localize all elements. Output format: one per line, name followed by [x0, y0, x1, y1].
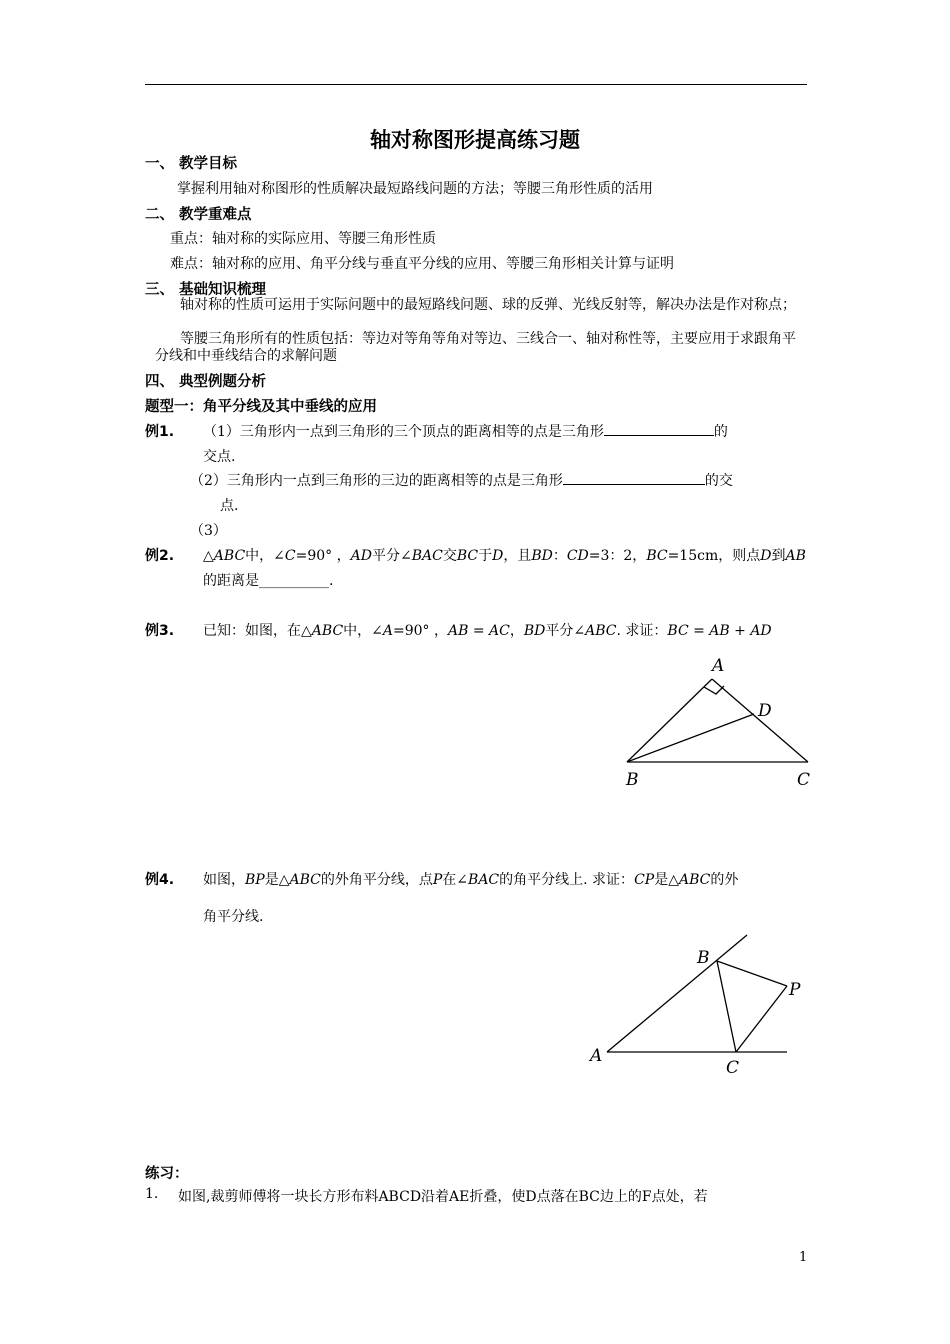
figure-2-label-b: B — [697, 948, 710, 968]
segment-cp — [736, 986, 787, 1052]
figure-1-label-d: D — [758, 701, 772, 721]
example-3-label: 例3. — [145, 623, 175, 639]
example-4-line-2: 角平分线. — [203, 909, 264, 925]
example-3-text: 已知：如图，在△ABC中，∠A=90° ，AB = AC，BD平分∠ABC. 求证：BC = AB + AD — [203, 623, 772, 639]
segment-bp — [717, 961, 787, 986]
figure-2-label-c: C — [726, 1058, 740, 1078]
figure-1 — [627, 679, 808, 762]
practice-heading: 练习： — [145, 1166, 189, 1182]
section-1-text: 掌握利用轴对称图形的性质解决最短路线问题的方法；等腰三角形性质的活用 — [177, 181, 653, 197]
section-3-heading: 三、 基础知识梳理 — [145, 282, 267, 298]
example-1-q2-cont: 点. — [220, 498, 239, 514]
practice-item-1-number: 1. — [145, 1186, 159, 1202]
figure-2-label-a: A — [590, 1046, 603, 1066]
section-3-paragraph-2: 等腰三角形所有的性质包括：等边对等角等角对等边、三线合一、轴对称性等，主要应用于求跟角平分线和中垂线结合的求解问题 — [155, 331, 796, 364]
section-4-heading: 四、 典型例题分析 — [145, 374, 267, 390]
type-1-heading: 题型一：角平分线及其中垂线的应用 — [145, 399, 377, 415]
section-1-heading: 一、 教学目标 — [145, 156, 238, 172]
example-2-line-2: 的距离是__________. — [203, 573, 334, 589]
key-points: 重点：轴对称的实际应用、等腰三角形性质 — [170, 231, 436, 247]
segment-bd — [627, 714, 754, 762]
practice-item-1-text: 如图,裁剪师傅将一块长方形布料ABCD沿着AE折叠，使D点落在BC边上的F点处，若 — [178, 1189, 708, 1205]
example-2-line-1: △ABC中，∠C=90° ，AD平分∠BAC交BC于D，且BD：CD=3：2，BC=15cm，则点D到AB — [203, 548, 806, 564]
example-4-label: 例4. — [145, 872, 175, 888]
segment-bc — [717, 961, 736, 1052]
figure-2-label-p: P — [789, 980, 801, 1000]
example-1-q2: （2）三角形内一点到三角形的三边的距离相等的点是三角形 的交 — [190, 470, 733, 490]
figure-1-label-c: C — [797, 770, 811, 790]
page-title: 轴对称图形提高练习题 — [370, 128, 580, 152]
example-1-label: 例1. — [145, 424, 175, 440]
page-number: 1 — [799, 1250, 808, 1265]
example-2-label: 例2. — [145, 548, 175, 564]
figure-1-label-b: B — [626, 770, 639, 790]
example-1-q1: （1）三角形内一点到三角形的三个顶点的距离相等的点是三角形 的 — [203, 421, 728, 441]
example-4-line-1: 如图，BP是△ABC的外角平分线，点P在∠BAC的角平分线上. 求证：CP是△ABC的外 — [203, 872, 739, 888]
section-2-heading: 二、 教学重难点 — [145, 207, 252, 223]
figure-1-label-a: A — [712, 656, 725, 676]
example-1-q3: （3） — [190, 523, 227, 539]
ray-ab — [607, 935, 747, 1052]
difficult-points: 难点：轴对称的应用、角平分线与垂直平分线的应用、等腰三角形相关计算与证明 — [170, 256, 674, 272]
section-3-paragraph-1: 轴对称的性质可运用于实际问题中的最短路线问题、球的反弹、光线反射等，解决办法是作对称点； — [180, 297, 796, 313]
example-1-q1-cont: 交点. — [203, 449, 236, 465]
segment-ab — [627, 679, 712, 762]
